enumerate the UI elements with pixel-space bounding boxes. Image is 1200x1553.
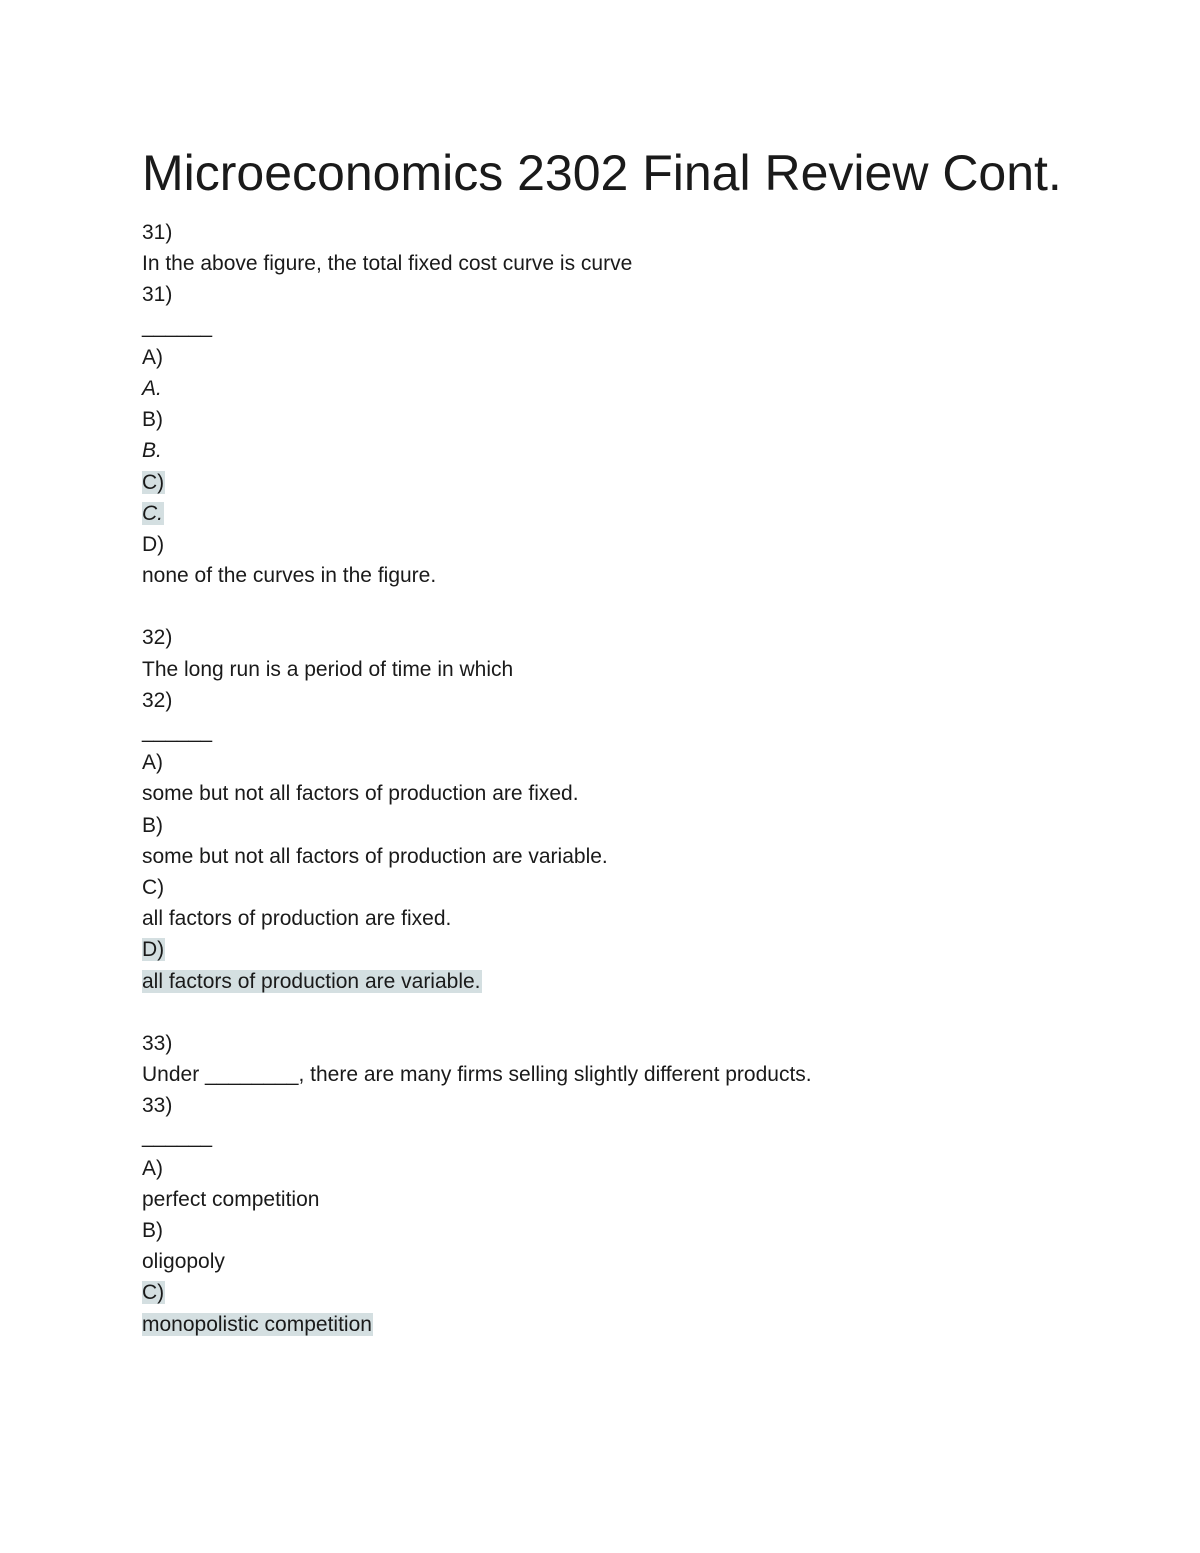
option-label: B)	[142, 408, 163, 432]
option-text: A.	[142, 376, 162, 400]
option-text: oligopoly	[142, 1250, 225, 1274]
option-label-correct: D)	[142, 938, 165, 962]
question-number-repeat: 32)	[142, 688, 173, 712]
page-title: Microeconomics 2302 Final Review Cont.	[142, 145, 1062, 201]
option-label: D)	[142, 532, 165, 556]
question-31	[142, 217, 1102, 622]
option-label-correct: C)	[142, 1281, 165, 1305]
option-label: A)	[142, 345, 163, 369]
option-text: B.	[142, 439, 162, 463]
option-label: A)	[142, 1156, 163, 1180]
option-text-correct: C.	[142, 501, 163, 525]
option-text-correct: all factors of production are variable.	[142, 969, 481, 993]
option-label: B)	[142, 1219, 163, 1242]
spacer	[142, 591, 1102, 622]
option-label: C)	[142, 875, 165, 899]
question-text: Under ________, there are many firms selling slightly different products.	[142, 1063, 812, 1087]
option-text: all factors of production are fixed.	[142, 907, 452, 931]
question-number: 31)	[142, 221, 173, 244]
question-33	[142, 1028, 1102, 1340]
option-text-correct: monopolistic competition	[142, 1312, 372, 1336]
answer-blank: ______	[142, 314, 213, 338]
question-number: 32)	[142, 626, 173, 650]
spacer	[142, 997, 1102, 1028]
question-number: 33)	[142, 1031, 173, 1055]
question-text: In the above figure, the total fixed cost curve is curve	[142, 252, 633, 276]
question-32	[142, 622, 1102, 1027]
answer-blank: ______	[142, 720, 213, 743]
option-text: perfect competition	[142, 1187, 320, 1211]
option-text: none of the curves in the figure.	[142, 564, 437, 588]
question-number-repeat: 33)	[142, 1094, 173, 1118]
question-text: The long run is a period of time in which	[142, 657, 514, 681]
option-label: B)	[142, 813, 163, 837]
answer-blank: ______	[142, 1125, 213, 1149]
option-text: some but not all factors of production are fixed.	[142, 782, 579, 806]
document-page	[142, 140, 1102, 1340]
option-text: some but not all factors of production are variable.	[142, 844, 608, 868]
option-label-correct: C)	[142, 470, 165, 494]
question-number-repeat: 31)	[142, 283, 173, 307]
option-label: A)	[142, 751, 163, 775]
